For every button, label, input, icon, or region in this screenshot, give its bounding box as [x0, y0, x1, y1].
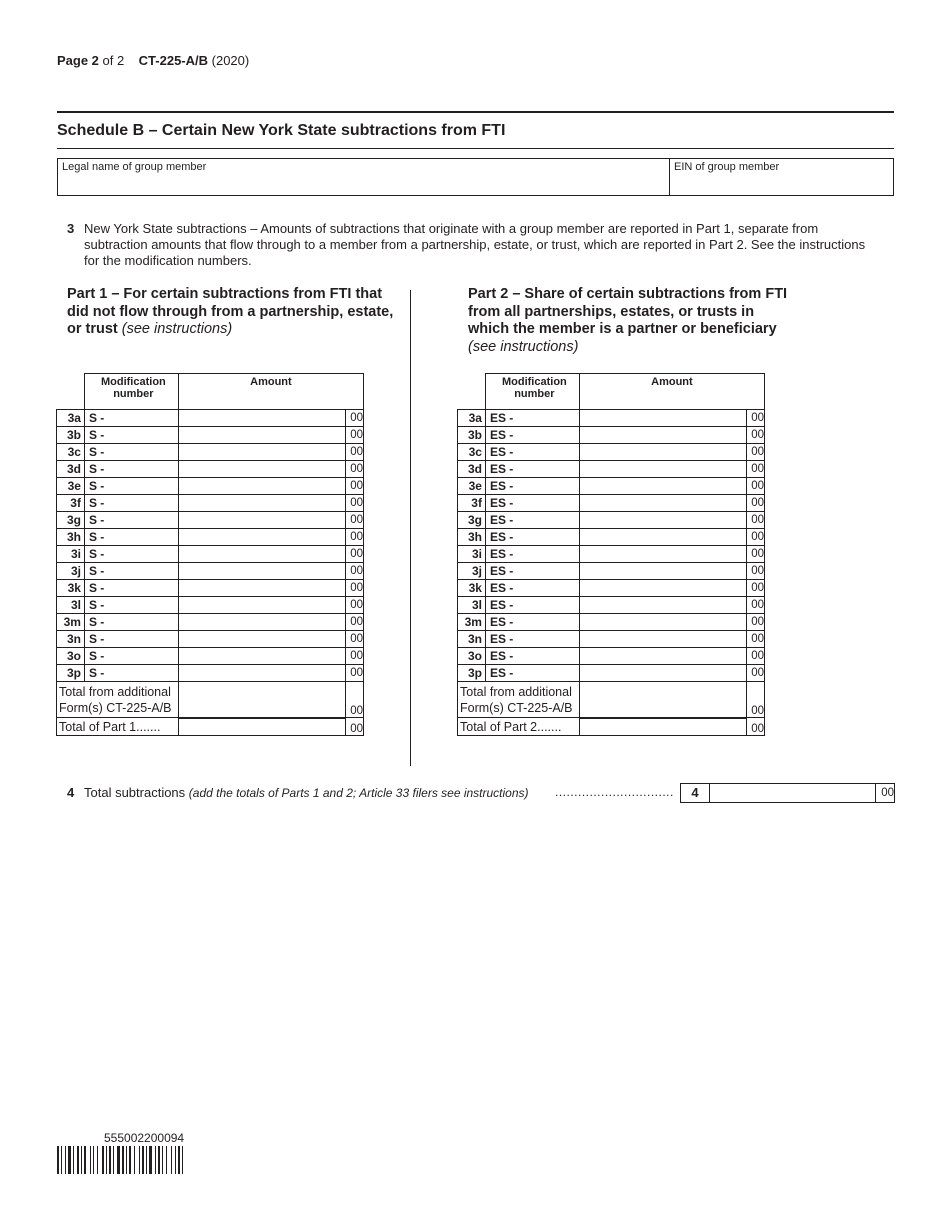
table-row: [57, 597, 364, 614]
amount-field[interactable]: [178, 631, 345, 648]
row-label: 3g: [458, 512, 486, 529]
table-row: [458, 597, 765, 614]
row-label: 3h: [57, 529, 85, 546]
line-4-number: 4: [67, 785, 75, 800]
table-header-row: [458, 374, 765, 410]
amount-cents: 00: [747, 410, 765, 427]
table-row: [458, 461, 765, 478]
modification-prefix: ES -: [489, 411, 514, 425]
additional-forms-amount[interactable]: [579, 682, 746, 718]
modification-number-field[interactable]: [84, 529, 178, 546]
modification-number-field[interactable]: [84, 665, 178, 682]
modification-prefix: S -: [88, 428, 105, 442]
table-row: [57, 614, 364, 631]
row-label: 3b: [458, 427, 486, 444]
modification-prefix: S -: [88, 649, 105, 663]
modification-prefix: ES -: [489, 564, 514, 578]
barcode-icon: [57, 1146, 239, 1174]
amount-cents: 00: [747, 546, 765, 563]
table-row: [458, 427, 765, 444]
amount-cents: 00: [747, 563, 765, 580]
table-row: [57, 495, 364, 512]
col-modification-number: Modification number: [485, 374, 579, 410]
row-label: 3c: [57, 444, 85, 461]
modification-prefix: S -: [88, 513, 105, 527]
amount-field[interactable]: [579, 495, 746, 512]
additional-forms-cents: 00: [346, 682, 364, 718]
amount-cents: 00: [747, 597, 765, 614]
line-4-leader-dots: ...............................: [555, 785, 674, 799]
amount-cents: 00: [346, 495, 364, 512]
row-label: 3g: [57, 512, 85, 529]
row-label: 3k: [57, 580, 85, 597]
line-4-label: Total subtractions: [84, 785, 186, 800]
modification-prefix: ES -: [489, 479, 514, 493]
amount-field[interactable]: [178, 546, 345, 563]
modification-number-field[interactable]: [485, 512, 579, 529]
form-id: CT-225-A/B: [138, 53, 209, 68]
line-4-amount-field[interactable]: [680, 783, 895, 803]
table-row: [458, 563, 765, 580]
modification-number-field[interactable]: [485, 461, 579, 478]
amount-cents: 00: [747, 665, 765, 682]
amount-field[interactable]: [178, 529, 345, 546]
modification-number-field[interactable]: [485, 580, 579, 597]
modification-prefix: S -: [88, 411, 105, 425]
part-1-rows: [57, 410, 364, 682]
header-blank: [57, 374, 85, 410]
amount-field[interactable]: [178, 597, 345, 614]
row-label: 3f: [57, 495, 85, 512]
modification-prefix: ES -: [489, 428, 514, 442]
modification-prefix: ES -: [489, 649, 514, 663]
additional-forms-row: [57, 682, 364, 718]
amount-cents: 00: [346, 665, 364, 682]
modification-prefix: ES -: [489, 513, 514, 527]
table-row: [57, 529, 364, 546]
table-row: [57, 665, 364, 682]
additional-forms-label: Total from additional Form(s) CT-225-A/B: [458, 682, 580, 718]
total-label: Total of Part 1.......: [57, 718, 179, 736]
modification-number-field[interactable]: [485, 529, 579, 546]
row-label: 3n: [458, 631, 486, 648]
amount-cents: 00: [346, 546, 364, 563]
modification-prefix: S -: [88, 479, 105, 493]
amount-field[interactable]: [579, 478, 746, 495]
total-cents: 00: [346, 718, 364, 736]
total-cents: 00: [747, 718, 765, 736]
amount-cents: 00: [346, 563, 364, 580]
modification-prefix: ES -: [489, 615, 514, 629]
amount-field[interactable]: [178, 495, 345, 512]
table-row: [458, 444, 765, 461]
modification-number-field[interactable]: [485, 427, 579, 444]
modification-number-field[interactable]: [485, 546, 579, 563]
modification-number-field[interactable]: [84, 427, 178, 444]
modification-number-field[interactable]: [84, 478, 178, 495]
modification-prefix: S -: [88, 615, 105, 629]
modification-prefix: ES -: [489, 547, 514, 561]
part-1-title-text: Part 1 – For certain subtractions from FTI that did not flow through from a partnership, estate, or trust: [67, 286, 394, 337]
line-4: [67, 785, 897, 805]
line-3-number: 3: [67, 221, 75, 236]
line-4-box-label: 4: [681, 784, 710, 802]
amount-cents: 00: [346, 529, 364, 546]
modification-prefix: ES -: [489, 445, 514, 459]
modification-prefix: S -: [88, 496, 105, 510]
row-label: 3f: [458, 495, 486, 512]
legal-name-label: Legal name of group member: [62, 161, 207, 173]
modification-number-field[interactable]: [485, 614, 579, 631]
modification-prefix: ES -: [489, 530, 514, 544]
modification-number-field[interactable]: [84, 410, 178, 427]
amount-cents: 00: [346, 631, 364, 648]
total-amount[interactable]: [178, 718, 345, 736]
amount-field[interactable]: [579, 427, 746, 444]
amount-field[interactable]: [178, 410, 345, 427]
row-label: 3h: [458, 529, 486, 546]
modification-prefix: S -: [88, 530, 105, 544]
table-row: [458, 580, 765, 597]
amount-cents: 00: [346, 648, 364, 665]
modification-number-field[interactable]: [485, 597, 579, 614]
part-1-table: [56, 373, 364, 736]
table-row: [458, 478, 765, 495]
amount-field[interactable]: [178, 461, 345, 478]
amount-field[interactable]: [178, 478, 345, 495]
legal-name-field[interactable]: [58, 159, 670, 195]
part-2-rows: [458, 410, 765, 682]
table-row: [57, 461, 364, 478]
modification-number-field[interactable]: [84, 614, 178, 631]
total-label: Total of Part 2.......: [458, 718, 580, 736]
amount-field[interactable]: [178, 648, 345, 665]
table-row: [458, 648, 765, 665]
part-2-title-text: Part 2 – Share of certain subtractions from FTI from all partnerships, estates, or trusts in which the member is a partner or beneficiary: [468, 286, 788, 337]
table-row: [57, 563, 364, 580]
total-row: [57, 718, 364, 736]
table-row: [57, 410, 364, 427]
modification-number-field[interactable]: [84, 597, 178, 614]
row-label: 3l: [57, 597, 85, 614]
amount-cents: 00: [346, 580, 364, 597]
row-label: 3p: [458, 665, 486, 682]
table-row: [458, 631, 765, 648]
table-row: [57, 648, 364, 665]
modification-number-field[interactable]: [84, 512, 178, 529]
line-4-note: (add the totals of Parts 1 and 2; Article 33 filers see instructions): [188, 786, 529, 800]
amount-field[interactable]: [579, 461, 746, 478]
modification-prefix: S -: [88, 598, 105, 612]
table-row: [458, 410, 765, 427]
amount-cents: 00: [747, 648, 765, 665]
row-label: 3p: [57, 665, 85, 682]
amount-cents: 00: [747, 478, 765, 495]
col-amount: Amount: [178, 374, 363, 410]
title-rule: [57, 148, 894, 149]
table-header-row: [57, 374, 364, 410]
amount-field[interactable]: [178, 580, 345, 597]
amount-cents: 00: [747, 529, 765, 546]
table-row: [458, 665, 765, 682]
modification-number-field[interactable]: [485, 563, 579, 580]
amount-field[interactable]: [579, 529, 746, 546]
additional-forms-amount[interactable]: [178, 682, 345, 718]
amount-cents: 00: [346, 614, 364, 631]
amount-field[interactable]: [579, 648, 746, 665]
col-amount: Amount: [579, 374, 764, 410]
amount-cents: 00: [747, 614, 765, 631]
row-label: 3j: [57, 563, 85, 580]
amount-field[interactable]: [579, 597, 746, 614]
table-row: [57, 546, 364, 563]
modification-prefix: ES -: [489, 598, 514, 612]
amount-field[interactable]: [579, 563, 746, 580]
total-row: [458, 718, 765, 736]
modification-number-field[interactable]: [84, 495, 178, 512]
amount-field[interactable]: [178, 614, 345, 631]
table-row: [57, 444, 364, 461]
top-rule: [57, 111, 894, 113]
row-label: 3a: [57, 410, 85, 427]
amount-cents: 00: [747, 444, 765, 461]
amount-field[interactable]: [579, 546, 746, 563]
modification-number-field[interactable]: [485, 631, 579, 648]
amount-cents: 00: [346, 478, 364, 495]
row-label: 3d: [458, 461, 486, 478]
row-label: 3d: [57, 461, 85, 478]
modification-number-field[interactable]: [485, 495, 579, 512]
table-row: [458, 512, 765, 529]
modification-prefix: S -: [88, 445, 105, 459]
modification-number-field[interactable]: [84, 648, 178, 665]
table-row: [458, 529, 765, 546]
row-label: 3j: [458, 563, 486, 580]
amount-cents: 00: [747, 495, 765, 512]
modification-prefix: S -: [88, 564, 105, 578]
amount-field[interactable]: [178, 512, 345, 529]
table-row: [458, 495, 765, 512]
modification-number-field[interactable]: [485, 410, 579, 427]
line-4-cents: 00: [875, 784, 894, 802]
page-number: Page 2: [57, 53, 99, 68]
schedule-title: Schedule B – Certain New York State subtractions from FTI: [57, 122, 506, 139]
total-amount[interactable]: [579, 718, 746, 736]
table-row: [57, 631, 364, 648]
amount-field[interactable]: [178, 444, 345, 461]
additional-forms-row: [458, 682, 765, 718]
amount-cents: 00: [346, 444, 364, 461]
line-3-text: New York State subtractions – Amounts of subtractions that originate with a group member are reported in Part 1, separate from subtraction amounts that flow through to a member from a partnership, estate, or trust, which are reported in Part 2. See the instructions for the modification numbers.: [84, 221, 866, 268]
additional-forms-cents: 00: [747, 682, 765, 718]
amount-cents: 00: [747, 427, 765, 444]
modification-number-field[interactable]: [84, 580, 178, 597]
row-label: 3b: [57, 427, 85, 444]
amount-cents: 00: [346, 427, 364, 444]
amount-field[interactable]: [579, 631, 746, 648]
modification-prefix: S -: [88, 581, 105, 595]
row-label: 3m: [57, 614, 85, 631]
modification-number-field[interactable]: [84, 546, 178, 563]
modification-number-field[interactable]: [84, 444, 178, 461]
amount-field[interactable]: [579, 512, 746, 529]
line-4-text: [84, 785, 529, 800]
amount-field[interactable]: [579, 410, 746, 427]
row-label: 3k: [458, 580, 486, 597]
modification-prefix: ES -: [489, 666, 514, 680]
member-info-box: [57, 158, 894, 196]
table-row: [458, 546, 765, 563]
table-row: [458, 614, 765, 631]
amount-cents: 00: [346, 410, 364, 427]
row-label: 3e: [57, 478, 85, 495]
amount-cents: 00: [747, 631, 765, 648]
amount-field[interactable]: [579, 665, 746, 682]
row-label: 3e: [458, 478, 486, 495]
col-modification-number: Modification number: [84, 374, 178, 410]
part-1-title: [67, 286, 407, 339]
modification-prefix: ES -: [489, 632, 514, 646]
row-label: 3i: [57, 546, 85, 563]
modification-prefix: ES -: [489, 496, 514, 510]
part-2-table: [457, 373, 765, 736]
row-label: 3o: [458, 648, 486, 665]
modification-prefix: S -: [88, 462, 105, 476]
amount-cents: 00: [346, 461, 364, 478]
modification-number-field[interactable]: [84, 461, 178, 478]
amount-field[interactable]: [178, 563, 345, 580]
amount-field[interactable]: [178, 665, 345, 682]
part-2-title-note: (see instructions): [468, 338, 579, 355]
table-row: [57, 512, 364, 529]
additional-forms-label: Total from additional Form(s) CT-225-A/B: [57, 682, 179, 718]
part-2-title: [468, 286, 788, 356]
amount-cents: 00: [747, 580, 765, 597]
table-row: [57, 478, 364, 495]
modification-prefix: S -: [88, 632, 105, 646]
page-count: of 2: [98, 53, 125, 68]
ein-label: EIN of group member: [674, 161, 780, 173]
table-row: [57, 427, 364, 444]
row-label: 3l: [458, 597, 486, 614]
row-label: 3i: [458, 546, 486, 563]
row-label: 3o: [57, 648, 85, 665]
modification-prefix: ES -: [489, 462, 514, 476]
modification-number-field[interactable]: [84, 631, 178, 648]
modification-number-field[interactable]: [485, 478, 579, 495]
modification-number-field[interactable]: [485, 648, 579, 665]
modification-number-field[interactable]: [485, 665, 579, 682]
column-divider: [410, 290, 411, 766]
amount-cents: 00: [346, 597, 364, 614]
row-label: 3a: [458, 410, 486, 427]
amount-cents: 00: [747, 512, 765, 529]
amount-field[interactable]: [178, 427, 345, 444]
row-label: 3c: [458, 444, 486, 461]
amount-field[interactable]: [579, 580, 746, 597]
modification-number-field[interactable]: [84, 563, 178, 580]
amount-cents: 00: [346, 512, 364, 529]
part-1-title-note: (see instructions): [121, 321, 233, 337]
modification-number-field[interactable]: [485, 444, 579, 461]
row-label: 3m: [458, 614, 486, 631]
line-3-instructions: [67, 221, 882, 269]
modification-prefix: S -: [88, 666, 105, 680]
amount-cents: 00: [747, 461, 765, 478]
header-blank: [458, 374, 486, 410]
form-year: (2020): [208, 53, 250, 68]
amount-field[interactable]: [579, 444, 746, 461]
page-header: [57, 53, 249, 68]
row-label: 3n: [57, 631, 85, 648]
modification-prefix: S -: [88, 547, 105, 561]
ein-field[interactable]: [670, 159, 893, 195]
modification-prefix: ES -: [489, 581, 514, 595]
table-row: [57, 580, 364, 597]
amount-field[interactable]: [579, 614, 746, 631]
barcode-number: 555002200094: [104, 1131, 185, 1145]
